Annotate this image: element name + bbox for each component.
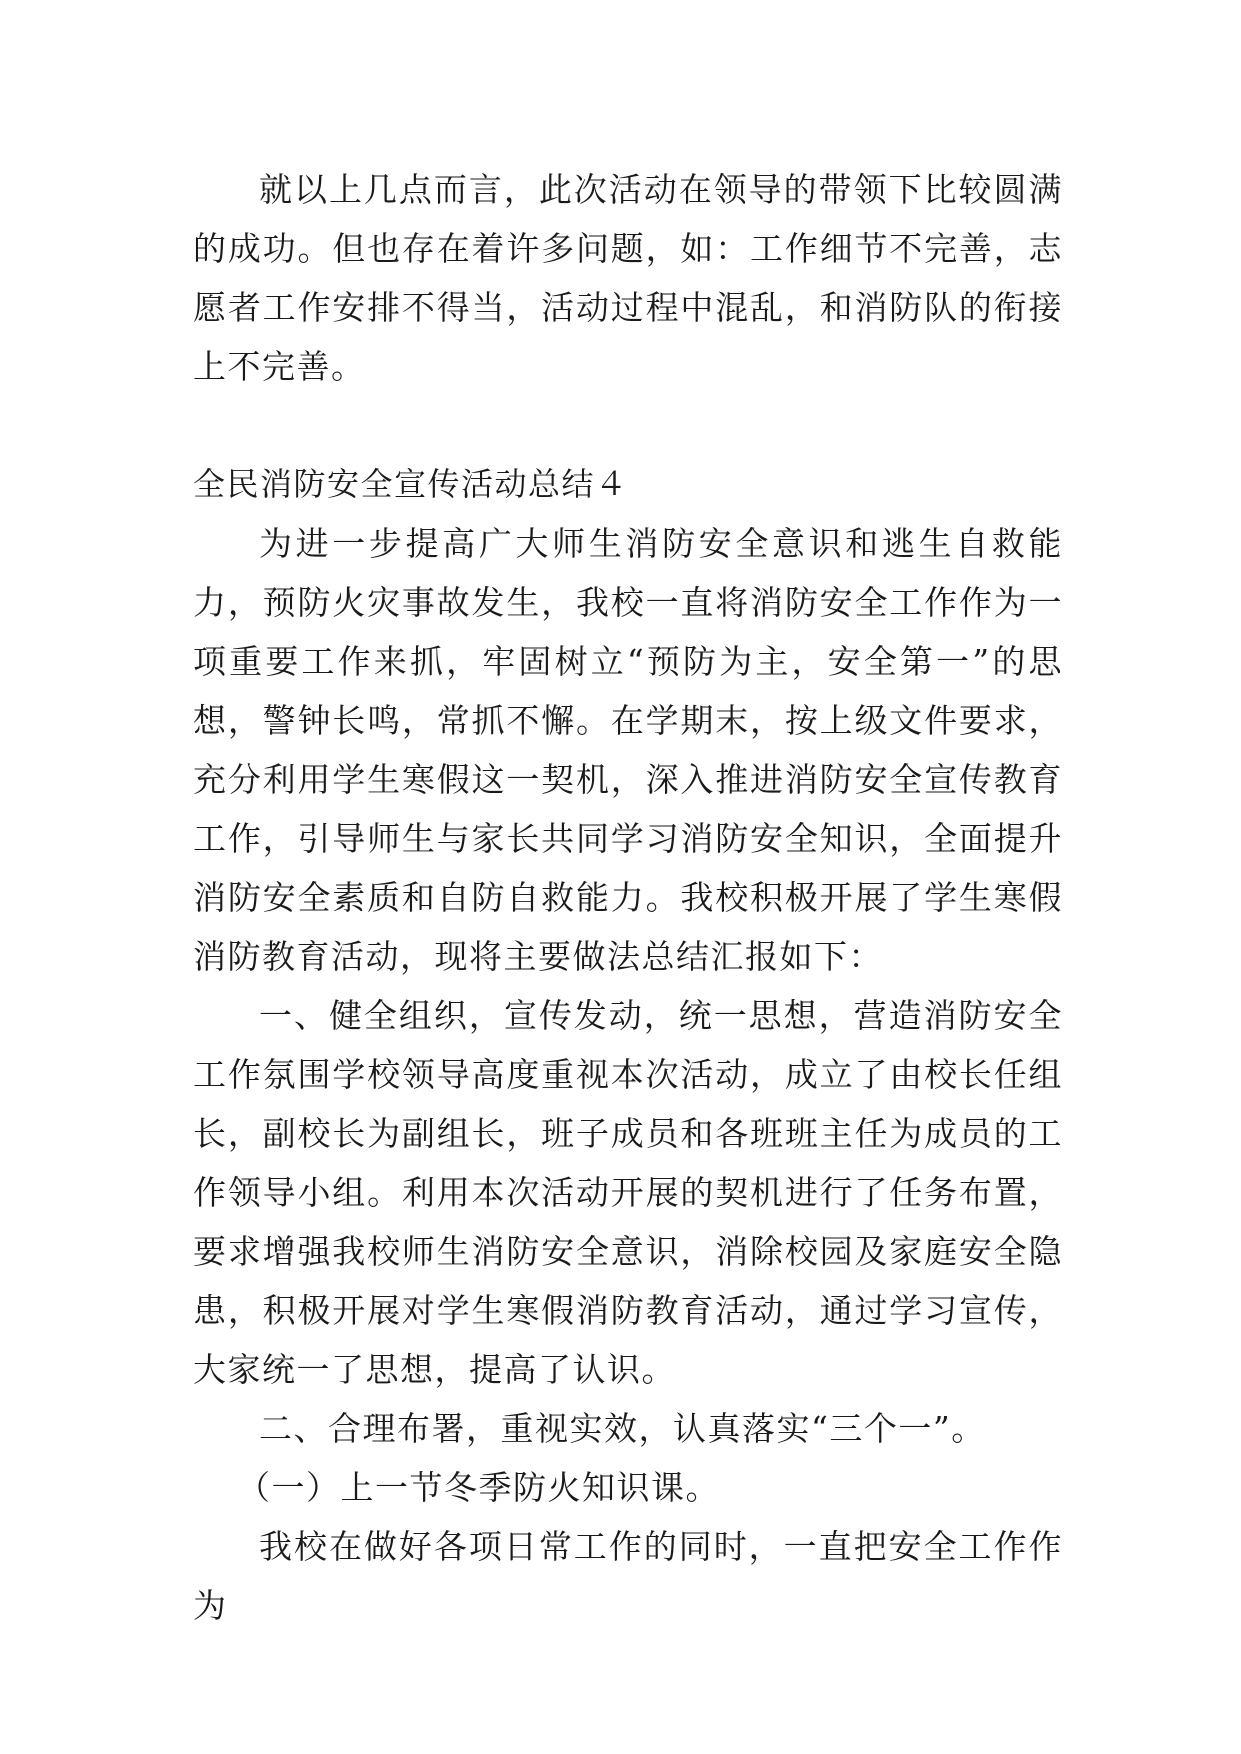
paragraph-continuation: 我校在做好各项日常工作的同时，一直把安全工作作为 xyxy=(193,1527,1063,1625)
paragraph-section-one: 一、健全组织，宣传发动，统一思想，营造消防安全工作氛围学校领导高度重视本次活动，成立了由校长任组长，副校长为副组长，班子成员和各班班主任为成员的工作领导小组。利用本次活动开展的契机进行了任务布置，要求增强我校师生消防安全意识，消除校园及家庭安全隐患，积极开展对学生寒假消防教育活动，通过学习宣传，大家统一了思想，提高了认识。 xyxy=(193,996,1063,1389)
document-body xyxy=(193,160,1063,1635)
paragraph-intro: 为进一步提高广大师生消防安全意识和逃生自救能力，预防火灾事故发生，我校一直将消防安全工作作为一项重要工作来抓，牢固树立“预防为主，安全第一”的思想，警钟长鸣，常抓不懈。在学期末，按上级文件要求，充分利用学生寒假这一契机，深入推进消防安全宣传教育工作，引导师生与家长共同学习消防安全知识，全面提升消防安全素质和自防自救能力。我校积极开展了学生寒假消防教育活动，现将主要做法总结汇报如下： xyxy=(193,524,1063,976)
paragraph-subsection-one: （一）上一节冬季防火知识课。 xyxy=(237,1468,720,1507)
paragraph-conclusion: 就以上几点而言，此次活动在领导的带领下比较圆满的成功。但也存在着许多问题，如：工作细节不完善，志愿者工作安排不得当，活动过程中混乱，和消防队的衔接上不完善。 xyxy=(193,170,1063,386)
paragraph-section-two: 二、合理布署，重视实效，认真落实“三个一”。 xyxy=(259,1409,986,1448)
section-title: 全民消防安全宣传活动总结４ xyxy=(193,465,629,503)
